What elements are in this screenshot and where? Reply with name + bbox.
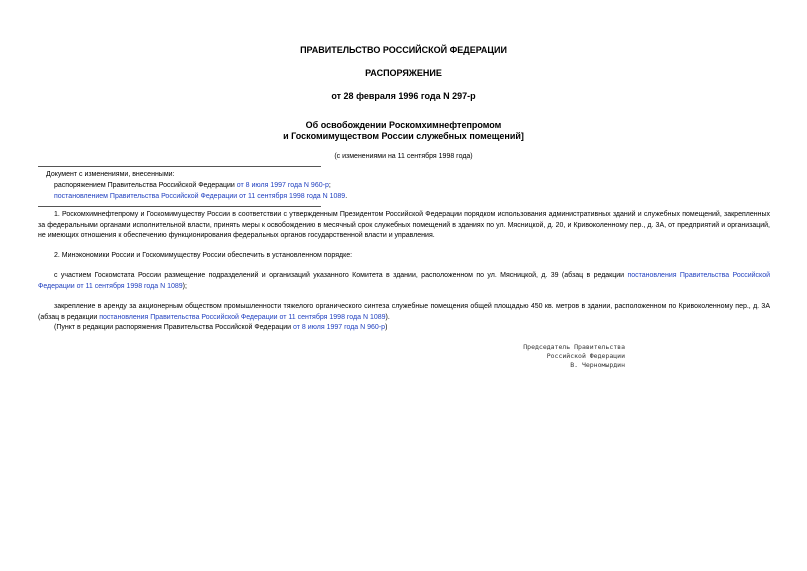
signature-position: Председатель Правительства [523, 343, 625, 351]
paragraph-5-link[interactable]: от 8 июля 1997 года N 960-р [293, 324, 386, 331]
document-title-line1: Об освобождении Роскомхимнефтепромом [305, 120, 502, 130]
signature-name: В. Черномырдин [570, 361, 625, 369]
signature-block [470, 343, 625, 370]
document-title-line2: и Госкомимуществом России служебных помещений] [283, 131, 524, 141]
amendment-item-2 [54, 192, 347, 201]
amendment-item-1 [54, 181, 331, 190]
paragraph-3-text: с участием Госкомстата России размещение подразделений и организаций указанного Комитета в здании, расположенном по ул. Мясницкой, д. 39 (абзац в редакции [54, 272, 628, 279]
top-divider [38, 166, 321, 167]
paragraph-5-end: ) [385, 324, 388, 331]
paragraph-4-link[interactable]: постановления Правительства Российской Федерации от 11 сентября 1998 года N 1089 [99, 313, 386, 321]
amendment-item-1-end: ; [328, 182, 331, 189]
bottom-divider [38, 206, 321, 207]
amendment-item-2-link[interactable]: постановлением Правительства Российской Федерации от 11 сентября 1998 года N 1089 [54, 193, 346, 200]
signature-organization: Российской Федерации [546, 352, 625, 360]
paragraph-1 [38, 210, 770, 242]
paragraph-4 [38, 302, 770, 323]
paragraph-5-text: (Пункт в редакции распоряжения Правительства Российской Федерации [54, 324, 294, 331]
amendments-intro: Документ с изменениями, внесенными: [46, 171, 175, 178]
paragraph-5 [38, 323, 770, 334]
amendment-item-1-link[interactable]: от 8 июля 1997 года N 960-р [236, 182, 329, 189]
paragraph-2 [38, 251, 770, 262]
changes-note: (с изменениями на 11 сентября 1998 года) [334, 153, 473, 160]
paragraph-3-link[interactable]: постановления Правительства Российской Федерации от 11 сентября 1998 года N 1089 [38, 272, 770, 290]
paragraph-3 [38, 271, 770, 292]
paragraph-3-end: ); [182, 282, 187, 290]
paragraph-2-text: 2. Минэкономики России и Госкомимуществу России обеспечить в установленном порядке: [54, 252, 353, 259]
amendment-item-2-end: . [345, 193, 348, 200]
paragraph-4-text: закрепление в аренду за акционерным обществом промышленности тяжелого органического синтеза служебные помещения общей площадью 450 кв. метров в здании, расположенном по Кривоколенному пер., д. 3А (абзац в редакции [38, 303, 770, 321]
amendment-item-1-text: распоряжением Правительства Российской Федерации [54, 182, 237, 189]
government-heading: ПРАВИТЕЛЬСТВО РОССИЙСКОЙ ФЕДЕРАЦИИ [300, 45, 507, 55]
document-date: от 28 февраля 1996 года N 297-р [331, 91, 476, 101]
paragraph-1-text: 1. Роскомхимнефтепрому и Госкомимуществу России в соответствии с утвержденным Президентом Российской Федерации порядком использования административных зданий и служебных помещений, закрепленных за федеральными органами исполнительной власти, принять меры к освобождению в месячный срок служебных помещений в зданиях по ул. Мясницкой, д. 20, и Кривоколенному пер., д. 3А, от предприятий и организаций, не имеющих отношения к обеспечению функционирования федеральных органов государственной власти и управления. [38, 211, 770, 239]
paragraph-4-end: ). [385, 313, 390, 321]
document-type: РАСПОРЯЖЕНИЕ [365, 68, 442, 78]
